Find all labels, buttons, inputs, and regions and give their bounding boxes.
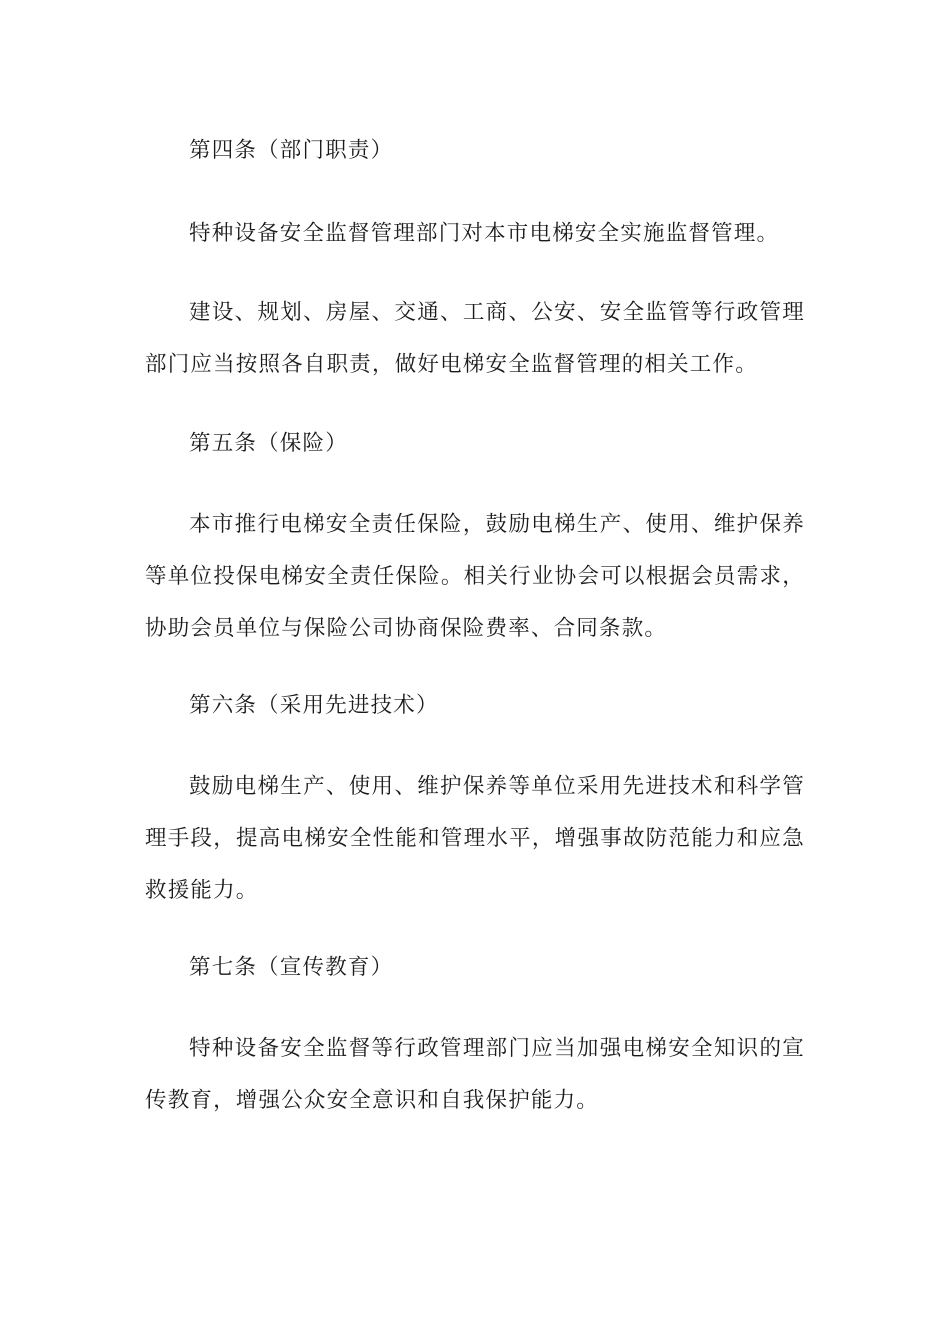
article-7-paragraph-1: 特种设备安全监督等行政管理部门应当加强电梯安全知识的宣传教育，增强公众安全意识和自我保护能力。 bbox=[145, 1036, 805, 1113]
article-4-paragraph-1: 特种设备安全监督管理部门对本市电梯安全实施监督管理。 bbox=[189, 221, 780, 246]
article-heading-5: 第五条（保险） bbox=[189, 431, 348, 456]
article-heading-6: 第六条（采用先进技术） bbox=[189, 693, 439, 718]
article-heading-7: 第七条（宣传教育） bbox=[189, 955, 394, 980]
article-5-paragraph-1: 本市推行电梯安全责任保险，鼓励电梯生产、使用、维护保养等单位投保电梯安全责任保险。相关行业协会可以根据会员需求，协助会员单位与保险公司协商保险费率、合同条款。 bbox=[145, 512, 805, 641]
article-heading-4: 第四条（部门职责） bbox=[189, 138, 394, 163]
article-4-paragraph-2: 建设、规划、房屋、交通、工商、公安、安全监管等行政管理部门应当按照各自职责，做好电梯安全监督管理的相关工作。 bbox=[145, 300, 805, 377]
article-6-paragraph-1: 鼓励电梯生产、使用、维护保养等单位采用先进技术和科学管理手段，提高电梯安全性能和管理水平，增强事故防范能力和应急救援能力。 bbox=[145, 774, 805, 903]
